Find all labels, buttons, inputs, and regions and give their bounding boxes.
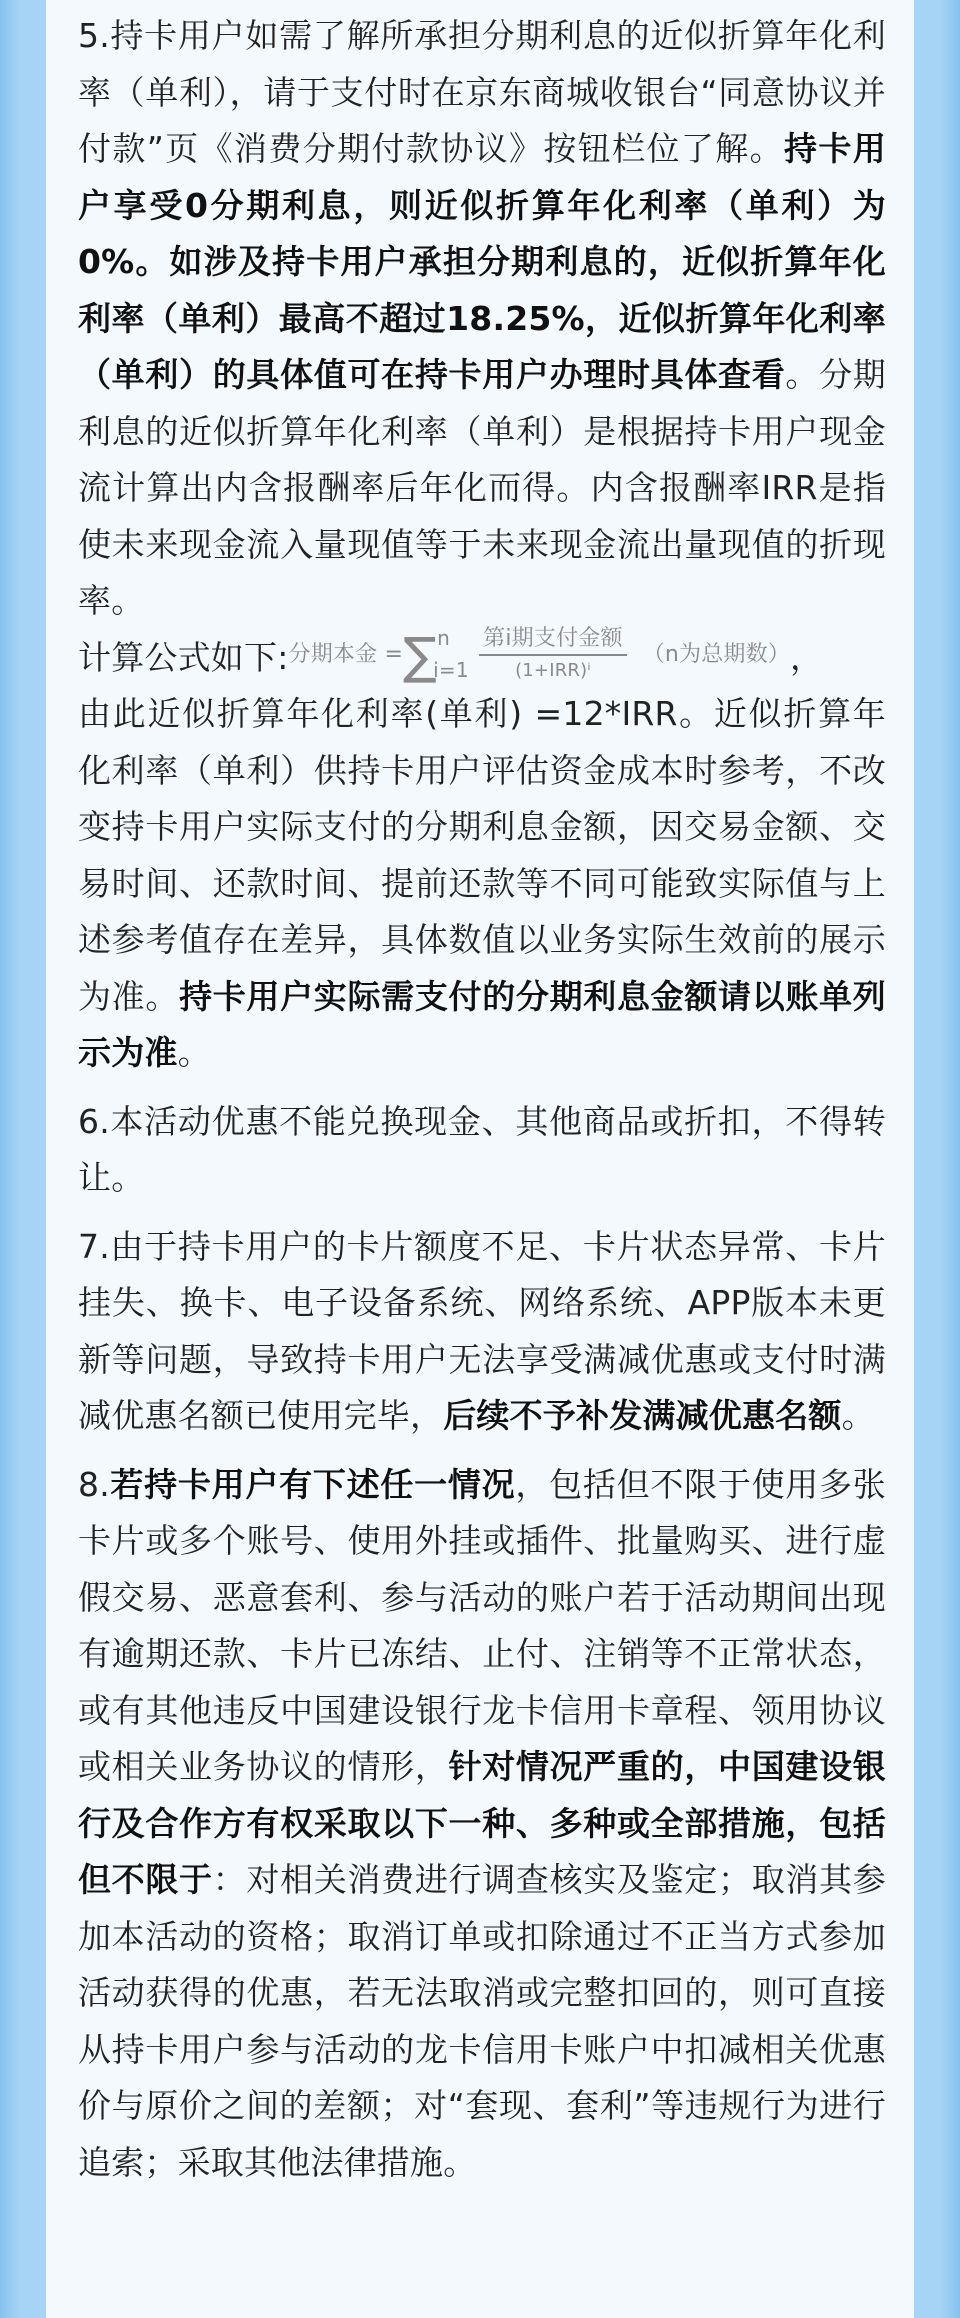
clause-6: [78, 1094, 886, 1207]
clause-8-bold-0: 若持卡用户有下述任一情况: [109, 1464, 516, 1504]
clause-8-text-2: ：对相关消费进行调查核实及鉴定；取消其参加本活动的资格；取消订单或扣除通过不正当方式参加活动获得的优惠，若无法取消或完整扣回的，则可直接从持卡用户参与活动的龙卡信用卡账户中扣减相关优惠价与原价之间的差额；对“套现、套利”等违规行为进行追索；采取其他法律措施。: [78, 1860, 886, 2182]
formula-denominator: (1+IRR)ⁱ: [515, 660, 591, 681]
clause-7-text-2: 。: [841, 1396, 875, 1435]
formula-numerator: 第i期支付金额: [479, 628, 627, 656]
formula-fraction: [479, 628, 627, 682]
clause-5-text-2: 。分期利息的近似折算年化利率（单利）是根据持卡用户现金流计算出内含报酬率后年化而得。内含报酬率IRR是指使未来现金流入量现值等于未来现金流出量现值的折现率。: [78, 355, 886, 620]
clause-6-text: 6.本活动优惠不能兑换现金、其他商品或折扣，不得转让。: [78, 1101, 886, 1197]
clause-5-text-4: 。: [177, 1033, 211, 1072]
irr-formula: [288, 626, 791, 685]
clause-5-bold-1: 持卡用户享受0分期利息，则近似折算年化利率（单利）为0%。如涉及持卡用户承担分期利息的，近似折算年化利率（单利）最高不超过18.25%，近似折算年化利率（单利）的具体值可在持卡用户办理时具体查看: [78, 129, 887, 394]
clause-5: [78, 8, 886, 1082]
formula-lhs: 分期本金 =: [288, 642, 404, 667]
clause-5-text-1: 5.持卡用户如需了解所承担分期利息的近似折算年化利率（单利），请于支付时在京东商城收银台“同意协议并付款”页《消费分期付款协议》按钮栏位了解。: [78, 16, 886, 168]
formula-prefix: 计算公式如下:: [78, 637, 289, 677]
formula-line: [78, 626, 886, 687]
clause-8-number: 8.: [78, 1464, 110, 1504]
clause-8-text-1: ，包括但不限于使用多张卡片或多个账号、使用外挂或插件、批量购买、进行虚假交易、恶意套利、参与活动的账户若于活动期间出现有逾期还款、卡片已冻结、止付、注销等不正常状态，或有其他违反中国建设银行龙卡信用卡章程、领用协议或相关业务协议的情形，: [78, 1464, 886, 1786]
clause-7-bold-1: 后续不予补发满减优惠名额: [443, 1396, 842, 1435]
clause-8-bold-1: 针对情况严重的，中国建设银行及合作方有权采取以下一种、多种或全部措施，包括但不限于: [78, 1747, 886, 1899]
formula-suffix: ，: [790, 637, 824, 677]
clause-7-text-1: 7.由于持卡用户的卡片额度不足、卡片状态异常、卡片挂失、换卡、电子设备系统、网络系统、APP版本未更新等问题，导致持卡用户无法享受满减优惠或支付时满减优惠名额已使用完毕，: [78, 1226, 886, 1435]
clause-5-text-3: 由此近似折算年化利率(单利) =12*IRR。近似折算年化利率（单利）供持卡用户评估资金成本时参考，不改变持卡用户实际支付的分期利息金额，因交易金额、交易时间、还款时间、提前还款等不同可能致实际值与上述参考值存在差异，具体数值以业务实际生效前的展示为准。: [78, 694, 886, 1016]
sum-upper-bound: n: [437, 626, 451, 650]
clause-7: [78, 1219, 886, 1445]
clause-8: [78, 1457, 886, 2192]
summation-symbol: ∑ n i=1: [403, 626, 469, 685]
terms-content: [78, 8, 886, 2203]
formula-note: （n为总期数）: [642, 642, 791, 667]
clause-5-bold-2: 持卡用户实际需支付的分期利息金额请以账单列示为准: [78, 976, 886, 1072]
sum-lower-bound: i=1: [433, 658, 469, 682]
